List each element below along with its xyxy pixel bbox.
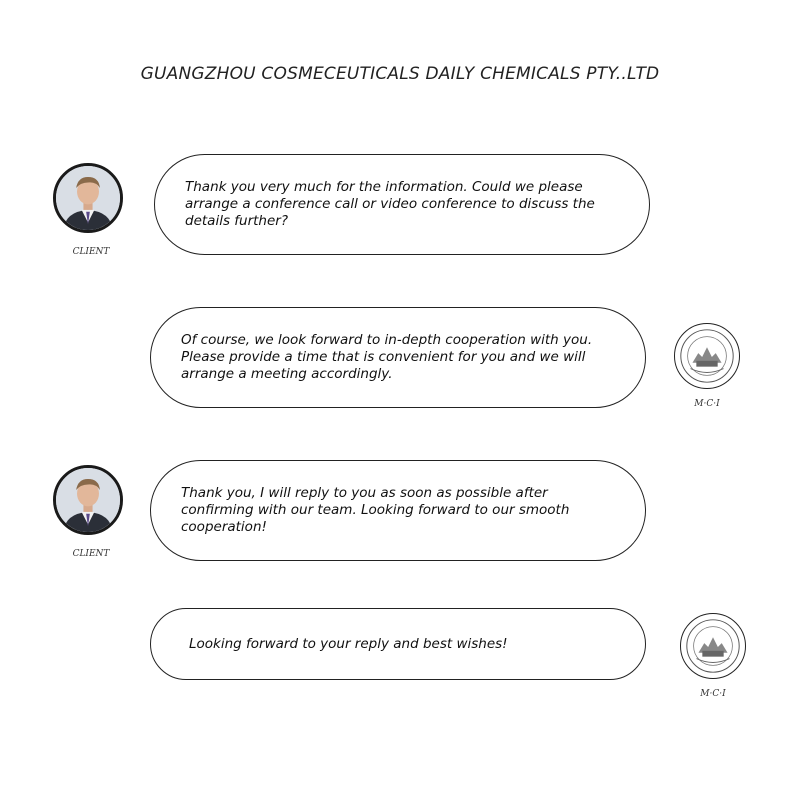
message-bubble-company [150, 608, 646, 680]
client-label: CLIENT [72, 247, 110, 257]
message-bubble-company [150, 307, 646, 408]
client-label: CLIENT [72, 549, 110, 559]
company-label: M·C·I [694, 399, 720, 409]
client-avatar-icon [53, 465, 123, 535]
page-title: GUANGZHOU COSMECEUTICALS DAILY CHEMICALS PTY..LTD [140, 64, 660, 84]
message-text: Thank you very much for the information. Could we please arrange a conference call or video conference to discuss the details further? [185, 179, 595, 229]
company-seal-logo-icon [674, 323, 740, 389]
message-text: Looking forward to your reply and best wishes! [189, 635, 508, 652]
message-bubble-client [154, 154, 650, 255]
company-seal-logo-icon [680, 613, 746, 679]
message-bubble-client [150, 460, 646, 561]
message-text: Thank you, I will reply to you as soon as possible after confirming with our team. Looking forward to our smooth cooperation! [181, 485, 570, 535]
client-avatar-icon [53, 163, 123, 233]
message-text: Of course, we look forward to in-depth cooperation with you. Please provide a time that is convenient for you and we will arrange a meeting accordingly. [181, 332, 593, 382]
company-label: M·C·I [700, 689, 726, 699]
